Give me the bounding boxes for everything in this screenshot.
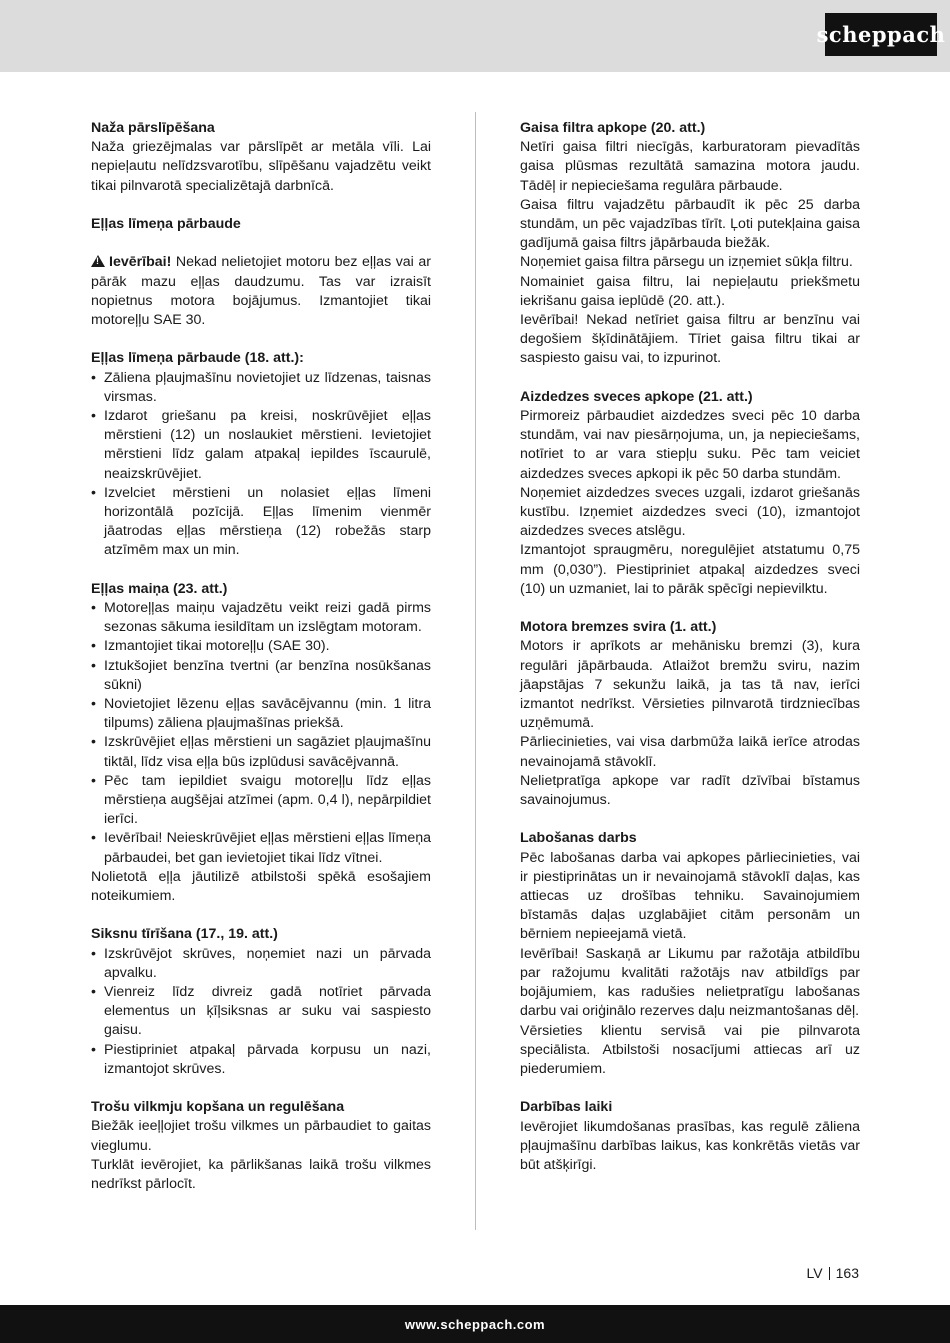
right-column bbox=[520, 119, 860, 1194]
page-number-value: 163 bbox=[835, 1265, 859, 1281]
list-item: • Ievērībai! Neieskrūvējiet eļļas mērstieni eļļas līmeņa pārbaudei, bet gan ievietojiet tikai līdz vītnei. bbox=[91, 829, 431, 867]
paragraph: Naža griezējmalas var pārslīpēt ar metāla vīli. Lai nepieļautu nelīdzsvarotību, slīpēšanu vajadzētu veikt tikai pilnvarotā specializētajā darbnīcā. bbox=[91, 139, 431, 194]
list-item: • Izmantojiet tikai motoreļļu (SAE 30). bbox=[91, 637, 431, 656]
header-band bbox=[0, 0, 950, 72]
section-title: Darbības laiki bbox=[520, 1099, 613, 1116]
section-operating-times bbox=[520, 1098, 860, 1175]
list-item: • Izvelciet mērstieni un nolasiet eļļas līmeni horizontālā pozīcijā. Eļļas līmenim vienmēr jāatrodas eļļas mērstieņa (12) robežās starp atzīmēm max un min. bbox=[91, 484, 431, 561]
section-repair bbox=[520, 829, 860, 1079]
bullet-list bbox=[91, 599, 431, 868]
section-oil-change bbox=[91, 580, 431, 906]
section-title: Gaisa filtra apkope (20. att.) bbox=[520, 120, 706, 136]
section-title: Eļļas līmeņa pārbaude (18. att.): bbox=[91, 350, 304, 367]
list-item: • Zāliena pļaujmašīnu novietojiet uz līdzenas, taisnas virsmas. bbox=[91, 369, 431, 407]
section-title: Naža pārslīpēšana bbox=[91, 120, 215, 136]
paragraph: Turklāt ievērojiet, ka pārlikšanas laikā trošu vilkmes nedrīkst pārlocīt. bbox=[91, 1156, 431, 1193]
section-title: Trošu vilkmju kopšana un regulēšana bbox=[91, 1099, 345, 1116]
warning-paragraph bbox=[91, 253, 431, 330]
section-title: Siksnu tīrīšana (17., 19. att.) bbox=[91, 926, 278, 943]
paragraph: Ievērojiet likumdošanas prasības, kas regulē zāliena pļaujmašīnu darbības laikus, kas konkrētās vietās var būt atšķirīgi. bbox=[520, 1118, 860, 1173]
section-title: Labošanas darbs bbox=[520, 830, 637, 847]
brand-logo: scheppach bbox=[825, 13, 937, 56]
paragraph: Noņemiet aizdedzes sveces uzgali, izdarot griešanās kustību. Izņemiet aizdedzes sveci (10), izmantojot aizdedzes sveces atslēgu. bbox=[520, 484, 860, 540]
list-item: • Vienreiz līdz divreiz gadā notīriet pārvada elementus un ķīļsiksnas ar suku vai saspiesto gaisu. bbox=[91, 983, 431, 1041]
paragraph: Nomainiet gaisa filtru, lai nepieļautu priekšmetu iekrišanu gaisa ieplūdē (20. att.). bbox=[520, 273, 860, 309]
warning-label: Ievērībai! bbox=[109, 254, 172, 271]
list-item: • Izskrūvējiet eļļas mērstieni un sagāziet pļaujmašīnu tiktāl, līdz visa eļļa būs izplūdusi savācējvannā. bbox=[91, 733, 431, 771]
language-code: LV bbox=[806, 1265, 823, 1281]
website-link[interactable]: www.scheppach.com bbox=[404, 1316, 546, 1332]
paragraph: Pārliecinieties, vai visa darbmūža laikā ierīce atrodas nevainojamā stāvoklī. bbox=[520, 734, 860, 770]
paragraph: Pēc labošanas darba vai apkopes pārliecinieties, vai ir piestiprinātas un ir nevainojamā stāvoklī daļas, kas attiecas uz drošības tehniku. Savainojumiem bīstamās daļas uzglabājiet citām personām un bērniem nepieejamā vietā. bbox=[520, 849, 860, 943]
paragraph: Pirmoreiz pārbaudiet aizdedzes sveci pēc 10 darba stundām, vai nav piesārņojuma, un, ja nepieciešams, notīriet to ar vara stiepļu suku. Pēc tam veiciet aizdedzes sveces apkopi ik pēc 50 darba stundām. bbox=[520, 408, 860, 482]
column-divider bbox=[475, 112, 476, 1230]
paragraph: Ievērībai! Nekad netīriet gaisa filtru ar benzīnu vai degošiem šķīdinātājiem. Tīriet gaisa filtru tikai ar saspiesto gaisu vai, to izpurinot. bbox=[520, 312, 860, 367]
section-knife-sharpening bbox=[91, 119, 431, 196]
paragraph: Gaisa filtru vajadzētu pārbaudīt ik pēc 25 darba stundām, un pēc vajadzības tīrīt. Ļoti putekļaina gaisa gadījumā gaisa filtrs jāpārbauda biežāk. bbox=[520, 196, 860, 252]
list-item: • Pēc tam iepildiet svaigu motoreļļu līdz eļļas mērstieņa augšējai atzīmei (apm. 0,4 l), nepārpildiet ierīci. bbox=[91, 772, 431, 830]
section-air-filter bbox=[520, 119, 860, 369]
section-brake-lever bbox=[520, 618, 860, 810]
warning-text: Nekad nelietojiet motoru bez eļļas vai ar pārāk mazu eļļas daudzumu. Tas var izraisīt nopietnus motora bojājumus. Izmantojiet tikai motoreļļu SAE 30. bbox=[91, 254, 431, 328]
paragraph: Motors ir aprīkots ar mehānisku bremzi (3), kura regulāri jāpārbauda. Atlaižot bremžu sviru, nazim jāapstājas 7 sekunžu laikā, ja tas tā nav, ierīci izmantot nedrīkst. Vērsieties pilnvarotā tirdzniecības uzņēmumā. bbox=[520, 638, 860, 732]
bullet-list bbox=[91, 945, 431, 1079]
paragraph: Ievērībai! Saskaņā ar Likumu par ražotāja atbildību par ražojumu kvalitāti ražotājs nav atbildīgs par bojājumiem, kas radušies nelietpratīgu labošanas darbu vai oriģinālo rezerves daļu neizmantošanas dēļ. bbox=[520, 945, 860, 1020]
paragraph: Netīri gaisa filtri niecīgās, karburatoram pievadītās gaisa plūsmas rezultātā samazina motora jaudu. Tādēļ ir nepieciešama regulāra pārbaude. bbox=[520, 139, 860, 194]
paragraph: Biežāk ieeļļojiet trošu vilkmes un pārbaudiet to gaitas vieglumu. bbox=[91, 1118, 431, 1154]
left-column bbox=[91, 119, 431, 1213]
list-item: • Motoreļļas maiņu vajadzētu veikt reizi gadā pirms sezonas sākuma iesildītam un izslēgtam motoram. bbox=[91, 599, 431, 637]
bullet-list bbox=[91, 369, 431, 561]
paragraph: Nelietpratīga apkope var radīt dzīvībai bīstamus savainojumus. bbox=[520, 772, 860, 809]
separator bbox=[829, 1267, 830, 1280]
paragraph: Nolietotā eļļa jāutilizē atbilstoši spēkā esošajiem noteikumiem. bbox=[91, 868, 431, 905]
section-oil-warning bbox=[91, 253, 431, 330]
section-spark-plug bbox=[520, 388, 860, 599]
section-cable-care bbox=[91, 1098, 431, 1194]
list-item: • Izskrūvējot skrūves, noņemiet nazi un pārvada apvalku. bbox=[91, 945, 431, 983]
list-item: • Iztukšojiet benzīna tvertni (ar benzīna nosūkšanas sūkni) bbox=[91, 657, 431, 695]
section-belt-cleaning bbox=[91, 925, 431, 1079]
paragraph: Noņemiet gaisa filtra pārsegu un izņemiet sūkļa filtru. bbox=[520, 254, 853, 271]
warning-triangle-icon bbox=[91, 255, 105, 267]
paragraph: Izmantojot spraugmēru, noregulējiet atstatumu 0,75 mm (0,030”). Piestipriniet atpakaļ aizdedzes sveci (10) un uzmaniet, lai to pārāk spēcīgi nepievilktu. bbox=[520, 542, 860, 597]
section-oil-check-heading bbox=[91, 215, 431, 234]
section-title: Aizdedzes sveces apkope (21. att.) bbox=[520, 388, 753, 405]
section-oil-level-check bbox=[91, 349, 431, 560]
footer-band bbox=[0, 1305, 950, 1343]
list-item: • Izdarot griešanu pa kreisi, noskrūvējiet eļļas mērstieni (12) un noslaukiet mērstieni. Ievietojiet mērstieni līdz galam atpakaļ iepildes īscaurulē, neaizskrūvējiet. bbox=[91, 407, 431, 484]
section-title: Eļļas maiņa (23. att.) bbox=[91, 580, 228, 597]
page-number bbox=[807, 1264, 859, 1282]
list-item: • Novietojiet lēzenu eļļas savācējvannu (min. 1 litra tilpums) zāliena pļaujmašīnas priekšā. bbox=[91, 695, 431, 733]
section-title: Motora bremzes svira (1. att.) bbox=[520, 619, 717, 636]
section-title: Eļļas līmeņa pārbaude bbox=[91, 216, 241, 232]
list-item: • Piestipriniet atpakaļ pārvada korpusu un nazi, izmantojot skrūves. bbox=[91, 1041, 431, 1079]
paragraph: Vērsieties klientu servisā vai pie pilnvarota speciālista. Atbilstoši nosacījumi attiecas arī uz piederumiem. bbox=[520, 1022, 860, 1077]
